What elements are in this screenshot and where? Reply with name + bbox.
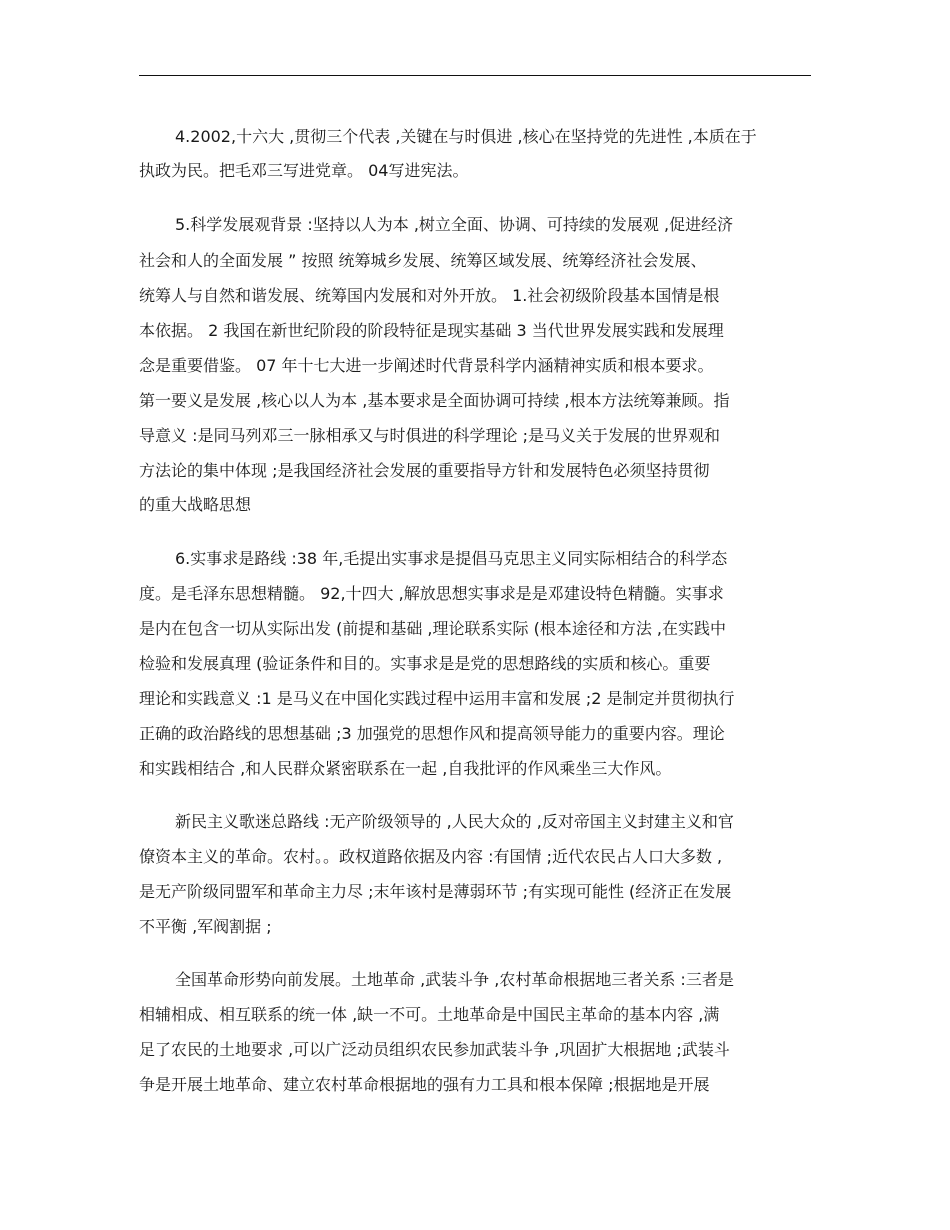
text-line: 社会和人的全面发展 ” 按照 统筹城乡发展、统筹区域发展、统筹经济社会发展、 — [139, 251, 707, 270]
text-line: 第一要义是发展 ,核心以人为本 ,基本要求是全面协调可持续 ,根本方法统筹兼顾。指 — [139, 391, 730, 410]
text-line: 5.科学发展观背景 :坚持以人为本 ,树立全面、协调、可持续的发展观 ,促进经济 — [175, 215, 734, 234]
text-line: 6.实事求是路线 :38 年,毛提出实事求是提倡马克思主义同实际相结合的科学态 — [175, 549, 728, 568]
text-line: 是内在包含一切从实际出发 (前提和基础 ,理论联系实际 (根本途径和方法 ,在实践中 — [139, 619, 727, 638]
text-line: 相辅相成、相互联系的统一体 ,缺一不可。土地革命是中国民主革命的基本内容 ,满 — [139, 1005, 720, 1024]
text-line: 4.2002,十六大 ,贯彻三个代表 ,关键在与时俱进 ,核心在坚持党的先进性 ,本质在于 — [175, 127, 757, 146]
text-line: 的重大战略思想 — [139, 495, 252, 514]
text-line: 正确的政治路线的思想基础 ;3 加强党的思想作风和提高领导能力的重要内容。理论 — [139, 724, 725, 743]
text-line: 念是重要借鉴。 07 年十七大进一步阐述时代背景科学内涵精神实质和根本要求。 — [139, 356, 714, 375]
header-rule — [139, 75, 811, 76]
text-line: 争是开展土地革命、建立农村革命根据地的强有力工具和根本保障 ;根据地是开展 — [139, 1075, 710, 1094]
text-line: 本依据。 2 我国在新世纪阶段的阶段特征是现实基础 3 当代世界发展实践和发展理 — [139, 321, 724, 340]
text-line: 检验和发展真理 (验证条件和目的。实事求是是党的思想路线的实质和核心。重要 — [139, 654, 711, 673]
text-line: 足了农民的土地要求 ,可以广泛动员组织农民参加武装斗争 ,巩固扩大根据地 ;武装斗 — [139, 1040, 730, 1059]
text-line: 执政为民。把毛邓三写进党章。 04写进宪法。 — [139, 161, 469, 180]
text-line: 新民主义歌迷总路线 :无产阶级领导的 ,人民大众的 ,反对帝国主义封建主义和官 — [175, 812, 734, 831]
text-line: 和实践相结合 ,和人民群众紧密联系在一起 ,自我批评的作风乘坐三大作风。 — [139, 759, 672, 778]
text-line: 理论和实践意义 :1 是马义在中国化实践过程中运用丰富和发展 ;2 是制定并贯彻执行 — [139, 689, 735, 708]
text-line: 导意义 :是同马列邓三一脉相承又与时俱进的科学理论 ;是马义关于发展的世界观和 — [139, 426, 720, 445]
text-line: 方法论的集中体现 ;是我国经济社会发展的重要指导方针和发展特色必须坚持贯彻 — [139, 461, 710, 480]
text-line: 僚资本主义的革命。农村。。政权道路依据及内容 :有国情 ;近代农民占人口大多数 , — [139, 847, 723, 866]
text-line: 不平衡 ,军阀割据 ; — [139, 917, 272, 936]
text-line: 全国革命形势向前发展。土地革命 ,武装斗争 ,农村革命根据地三者关系 :三者是 — [175, 970, 734, 989]
text-line: 是无产阶级同盟军和革命主力尽 ;末年该村是薄弱环节 ;有实现可能性 (经济正在发展 — [139, 882, 732, 901]
text-line: 统筹人与自然和谐发展、统筹国内发展和对外开放。 1.社会初级阶段基本国情是根 — [139, 286, 720, 305]
text-line: 度。是毛泽东思想精髓。 92,十四大 ,解放思想实事求是是邓建设特色精髓。实事求 — [139, 584, 724, 603]
